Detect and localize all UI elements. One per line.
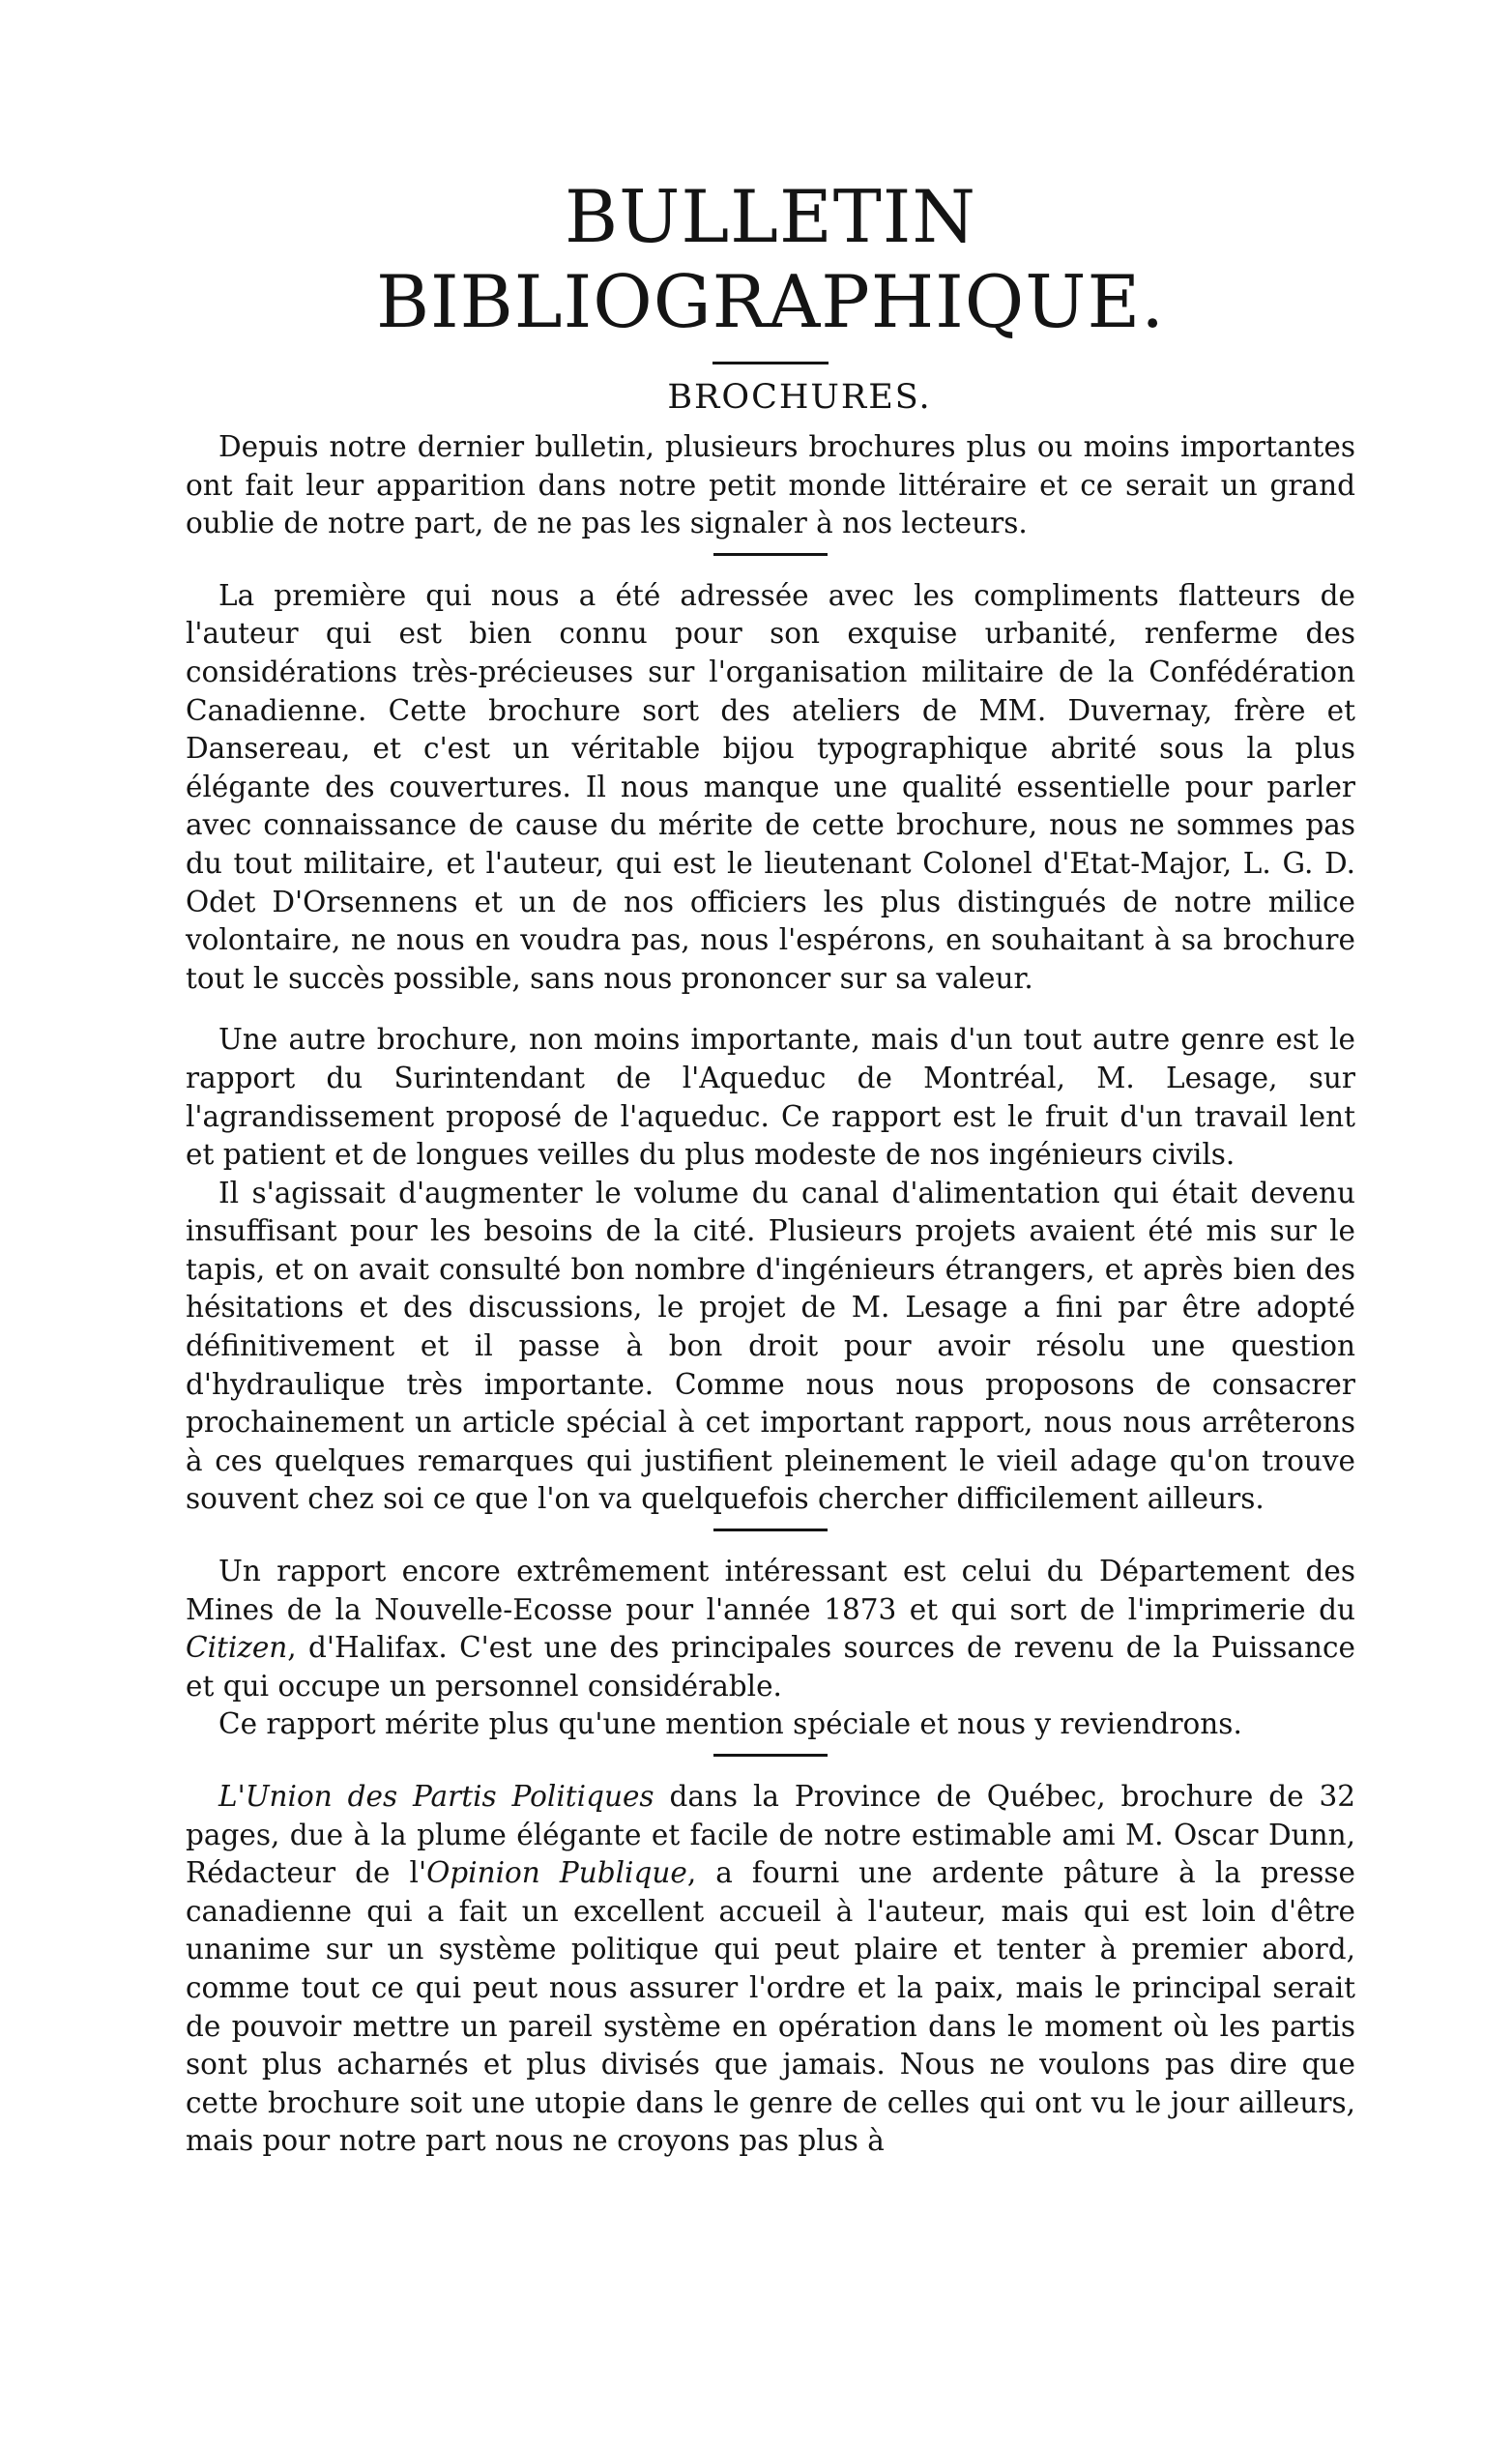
paragraph-military-brochure: La première qui nous a été adressée avec les compliments flatteurs de l'auteur qui est bien connu pour son exquise urbanité, renferme des considérations très-précieuses sur l'organisation militaire de la Confédération Canadienne. Cette brochure sort des ateliers de MM. Duvernay, frère et Dansereau, et c'est un véritable bijou typographique abrité sous la plus élégante des couvertures. Il nous manque une qualité essentielle pour parler avec connaissance de cause du mérite de cette brochure, nous ne sommes pas du tout militaire, et l'auteur, qui est le lieutenant Colonel d'Etat-Major, L. G. D. Odet D'Orsennens et un de nos officiers les plus distingués de notre milice volontaire, ne nous en voudra pas, nous l'espérons, en souhaitant à sa brochure tout le succès possible, sans nous prononcer sur sa valeur.	[186, 578, 1355, 995]
paragraph-aqueduct-report: Une autre brochure, non moins importante, mais d'un tout autre genre est le rapport du Surintendant de l'Aqueduc de Montréal, M. Lesage, sur l'agrandissement proposé de l'aqueduc. Ce rapport est le fruit d'un travail lent et patient et de longues veilles du plus modeste de nos ingénieurs civils.	[186, 1023, 1355, 1172]
paragraph-union-partis	[186, 1778, 1355, 2161]
italic-union-title: L'Union des Partis Politiques	[218, 1780, 654, 1813]
italic-citizen: Citizen	[186, 1631, 288, 1665]
text-span: , a fourni une ardente pâture à la presse canadienne qui a fait un excellent accueil à l'auteur, mais qui est loin d'être unanime sur un système politique qui peut plaire et tenter à premier abord, comme tout ce qui peut nous assurer l'ordre et la paix, mais le principal serait de pouvoir mettre un pareil système en opération dans le moment où les partis sont plus acharnés et plus divisés que jamais. Nous ne voulons pas dire que cette brochure soit une utopie dans le genre de celles qui ont vu le jour ailleurs, mais pour notre part nous ne croyons pas plus à	[186, 1856, 1356, 2158]
page-body	[186, 174, 1355, 2161]
page-title: BULLETIN BIBLIOGRAPHIQUE.	[375, 174, 1166, 344]
paragraph-aqueduct-details: Il s'agissait d'augmenter le volume du canal d'alimentation qui était devenu insuffisant pour les besoins de la cité. Plusieurs projets avaient été mis sur le tapis, et on avait consulté bon nombre d'ingénieurs étrangers, et après bien des hésitations et des discussions, le projet de M. Lesage a fini par être adopté définitivement et il passe à bon droit pour avoir résolu une question d'hydraulique très importante. Comme nous nous proposons de consacrer prochainement un article spécial à cet important rapport, nous nous arrêterons à ces quelques remarques qui justifient pleinement le vieil adage qu'on trouve souvent chez soi ce que l'on va quelquefois chercher difficilement ailleurs.	[186, 1176, 1355, 1516]
italic-opinion-publique: Opinion Publique	[426, 1856, 687, 1890]
spacer-1	[186, 998, 1355, 1021]
title-divider	[712, 362, 829, 364]
paragraph-mines-report	[186, 1553, 1355, 1705]
section-heading: BROCHURES.	[667, 378, 932, 417]
text-span: dans la Province de Québec, brochure de 32 pages, due à la plume élégante et facile de notre estimable ami M. Oscar Dunn, Rédacteur de l'	[186, 1780, 1355, 1890]
divider-3	[713, 1754, 828, 1757]
text-span: Un rapport encore extrêmement intéressant est celui du Département des Mines de la Nouvelle-Ecosse pour l'année 1873 et qui sort de l'imprimerie du	[186, 1555, 1355, 1626]
divider-1	[713, 553, 828, 556]
divider-2	[713, 1529, 828, 1531]
paragraph-intro: Depuis notre dernier bulletin, plusieurs brochures plus ou moins importantes ont fait leur apparition dans notre petit monde littéraire et ce serait un grand oublie de notre part, de ne pas les signaler à nos lecteurs.	[186, 430, 1355, 540]
paragraph-mines-followup: Ce rapport mérite plus qu'une mention spéciale et nous y reviendrons.	[218, 1707, 1242, 1741]
text-span: , d'Halifax. C'est une des principales sources de revenu de la Puissance et qui occupe un personnel considérable.	[186, 1631, 1355, 1703]
